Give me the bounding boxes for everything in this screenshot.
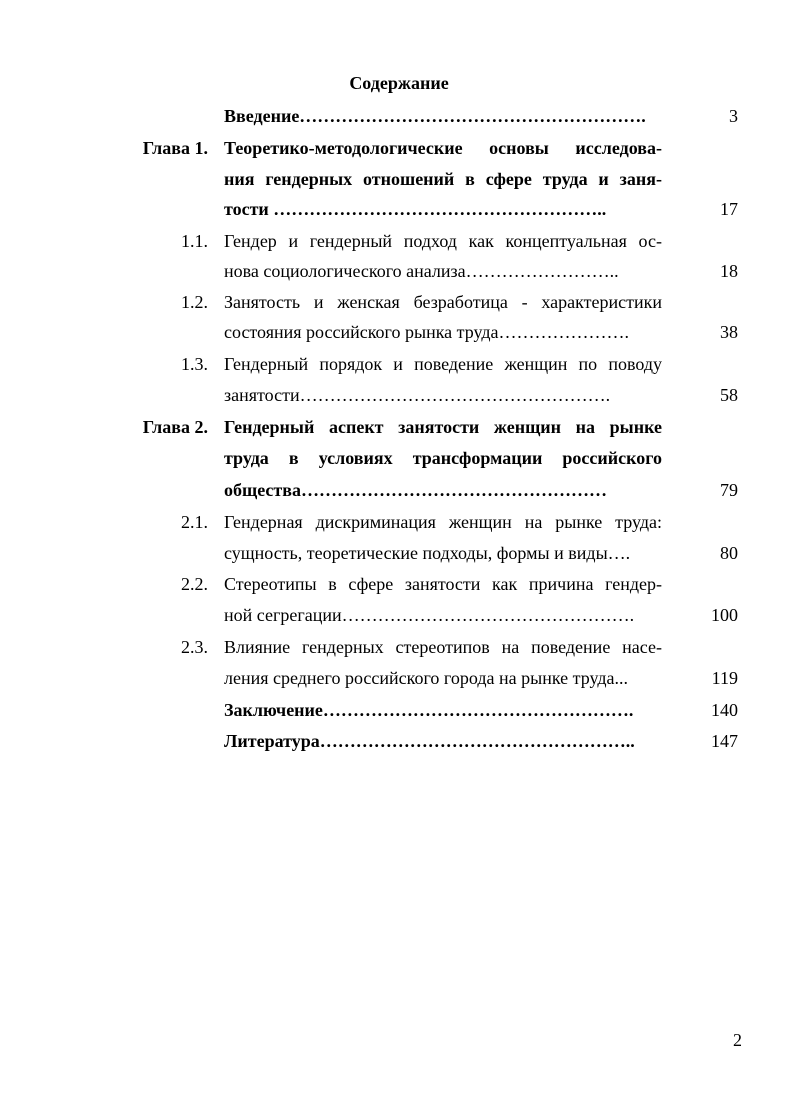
toc-section-2-2-label: 2.2.	[181, 574, 208, 594]
toc-section-1-3-line2: занятости…………………………………………….	[224, 385, 611, 405]
toc-chapter2-line2: труда в условиях трансформации российского	[224, 448, 662, 468]
toc-section-1-1-line2: нова социологического анализа……………………..	[224, 261, 619, 281]
toc-section-2-2-line2: ной сегрегации………………………………………….	[224, 605, 635, 625]
toc-section-2-1-line2: сущность, теоретические подходы, формы и виды….	[224, 543, 631, 563]
toc-chapter2-line3: общества……………………………………………	[224, 480, 607, 500]
toc-intro-text: Введение………………………………………………….	[224, 106, 646, 126]
toc-conclusion-text: Заключение…………………………………………….	[224, 700, 634, 720]
toc-chapter2-line1: Гендерный аспект занятости женщин на рынке	[224, 417, 662, 437]
toc-section-2-3-page: 119	[711, 668, 738, 688]
toc-literature-page: 147	[711, 731, 738, 751]
toc-chapter2-page: 79	[720, 480, 738, 500]
toc-chapter1-page: 17	[720, 199, 738, 219]
page-title: Содержание	[349, 73, 449, 93]
toc-section-2-3-label: 2.3.	[181, 637, 208, 657]
toc-section-1-2-line1: Занятость и женская безработица - характеристики	[224, 292, 662, 312]
toc-chapter2-label: Глава 2.	[142, 417, 208, 437]
toc-section-2-1-label: 2.1.	[181, 512, 208, 532]
toc-section-1-1-page: 18	[720, 261, 738, 281]
toc-chapter1-line3: тости ………………………………………………..	[224, 199, 607, 219]
toc-section-1-3-line1: Гендерный порядок и поведение женщин по поводу	[224, 354, 662, 374]
toc-section-1-3-label: 1.3.	[181, 354, 208, 374]
toc-section-1-1-label: 1.1.	[181, 231, 208, 251]
toc-section-2-2-page: 100	[711, 605, 738, 625]
toc-section-1-2-label: 1.2.	[181, 292, 208, 312]
toc-section-2-2-line1: Стереотипы в сфере занятости как причина гендер-	[224, 574, 662, 594]
toc-chapter1-line1: Теоретико-методологические основы исследова-	[224, 138, 662, 158]
toc-section-2-3-line1: Влияние гендерных стереотипов на поведение насе-	[224, 637, 662, 657]
toc-section-2-1-line1: Гендерная дискриминация женщин на рынке труда:	[224, 512, 662, 532]
toc-section-1-2-line2: состояния российского рынка труда………………….	[224, 322, 630, 342]
page-number: 2	[733, 1030, 742, 1050]
toc-section-2-3-line2: ления среднего российского города на рынке труда...	[224, 668, 628, 688]
toc-chapter1-label: Глава 1.	[142, 138, 208, 158]
toc-conclusion-page: 140	[711, 700, 738, 720]
toc-literature-text: Литература……………………………………………..	[224, 731, 635, 751]
toc-intro-page: 3	[729, 106, 738, 126]
toc-section-1-2-page: 38	[720, 322, 738, 342]
toc-section-2-1-page: 80	[720, 543, 738, 563]
toc-section-1-3-page: 58	[720, 385, 738, 405]
toc-chapter1-line2: ния гендерных отношений в сфере труда и заня-	[224, 169, 662, 189]
toc-section-1-1-line1: Гендер и гендерный подход как концептуальная ос-	[224, 231, 662, 251]
